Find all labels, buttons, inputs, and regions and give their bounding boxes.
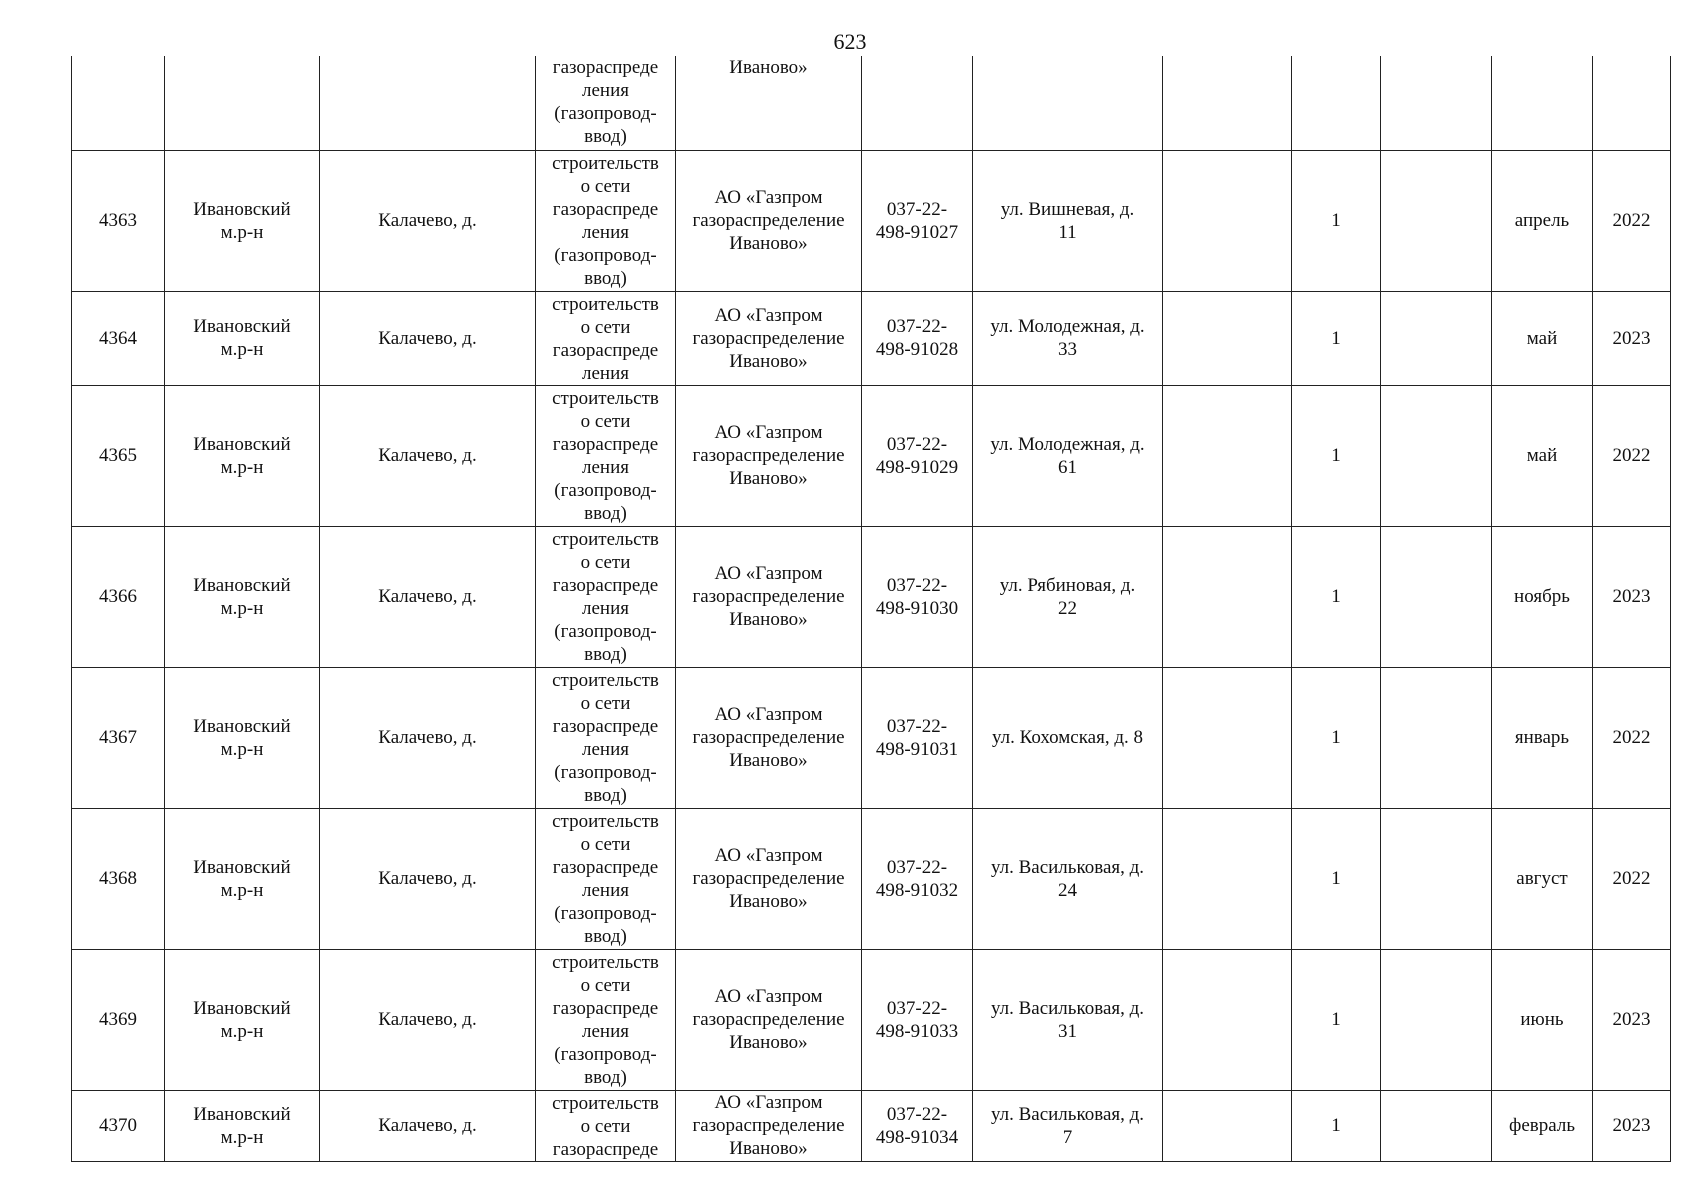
cell-code: [862, 667, 973, 808]
cell-locality: Калачево, д.: [320, 1090, 536, 1161]
cell-organization: [676, 667, 862, 808]
cell-number: [72, 56, 165, 150]
cell-col8: [1163, 949, 1292, 1090]
organization-line: АО «Газпром: [714, 422, 823, 443]
cell-quantity: [1292, 56, 1381, 150]
register-table: [71, 56, 1671, 1162]
cell-year: 2023: [1593, 949, 1671, 1090]
work-type-line: газораспреде: [552, 339, 659, 361]
organization-line: АО «Газпром: [714, 187, 823, 208]
organization-line: газораспределение: [692, 868, 845, 889]
cell-month: июнь: [1492, 949, 1593, 1090]
address-line: ул. Рябиновая, д.: [999, 574, 1136, 596]
cell-year: 2022: [1593, 667, 1671, 808]
address-line: 11: [1058, 221, 1077, 243]
work-type-line: ввод): [584, 126, 627, 147]
cell-organization: [676, 808, 862, 949]
work-type-line: газораспреде: [552, 1138, 659, 1160]
work-type-line: (газопровод-: [554, 1043, 657, 1065]
cell-year: 2022: [1593, 808, 1671, 949]
district-line: м.р-н: [220, 1126, 264, 1148]
organization-line: АО «Газпром: [714, 304, 823, 326]
cell-address: [973, 291, 1163, 385]
address-line: ул. Вишневая, д.: [1000, 198, 1135, 220]
cell-code: [862, 808, 973, 949]
cell-district: [165, 150, 320, 291]
address-line: ул. Кохомская, д. 8: [991, 727, 1144, 748]
cell-month: февраль: [1492, 1090, 1593, 1161]
work-type-line: газораспреде: [552, 715, 659, 737]
district-line: Ивановский: [193, 574, 291, 596]
cell-code: [862, 1090, 973, 1161]
organization-line: газораспределение: [692, 445, 845, 466]
cell-col8: [1163, 1090, 1292, 1161]
organization-line: АО «Газпром: [714, 563, 823, 584]
address-line: 61: [1058, 456, 1077, 478]
cell-col10: [1381, 291, 1492, 385]
work-type-line: ления: [582, 597, 629, 619]
cell-locality: Калачево, д.: [320, 949, 536, 1090]
organization-line: Иваново»: [729, 350, 808, 372]
district-line: Ивановский: [193, 1103, 291, 1125]
work-type-line: о сети: [580, 692, 631, 714]
code-line: 498-91027: [875, 221, 959, 243]
cell-district: [165, 808, 320, 949]
table-row: [72, 150, 1671, 291]
cell-quantity: 1: [1292, 385, 1381, 526]
address-line: ул. Васильковая, д.: [990, 856, 1145, 878]
work-type-line: ления: [582, 362, 629, 384]
cell-address: [973, 56, 1163, 150]
cell-month: май: [1492, 291, 1593, 385]
cell-address: [973, 667, 1163, 808]
cell-locality: Калачево, д.: [320, 150, 536, 291]
organization-line: АО «Газпром: [714, 986, 823, 1007]
work-type-line: ления: [582, 80, 629, 101]
work-type-line: о сети: [580, 551, 631, 573]
cell-col10: [1381, 526, 1492, 667]
code-line: 037-22-: [886, 715, 948, 737]
work-type-line: ления: [582, 456, 629, 478]
cell-year: 2023: [1593, 291, 1671, 385]
cell-quantity: 1: [1292, 291, 1381, 385]
cell-number: 4364: [72, 291, 165, 385]
cell-work-type: [536, 291, 676, 385]
cell-organization: [676, 385, 862, 526]
work-type-line: ввод): [584, 502, 627, 524]
cell-quantity: 1: [1292, 808, 1381, 949]
cell-work-type: [536, 56, 676, 150]
code-line: 498-91033: [875, 1020, 959, 1042]
code-line: 498-91029: [875, 456, 959, 478]
district-line: м.р-н: [220, 221, 264, 243]
work-type-line: строительств: [552, 951, 659, 973]
cell-work-type: [536, 808, 676, 949]
work-type-line: газораспреде: [552, 433, 659, 455]
cell-quantity: 1: [1292, 526, 1381, 667]
work-type-line: ления: [582, 1020, 629, 1042]
work-type-line: (газопровод-: [554, 479, 657, 501]
address-line: ул. Молодежная, д.: [990, 433, 1145, 455]
cell-address: [973, 1090, 1163, 1161]
cell-col8: [1163, 150, 1292, 291]
cell-quantity: 1: [1292, 667, 1381, 808]
cell-organization: [676, 1090, 862, 1161]
code-line: 037-22-: [886, 856, 948, 878]
address-line: ул. Васильковая, д.: [990, 997, 1145, 1019]
cell-col8: [1163, 526, 1292, 667]
cell-col10: [1381, 385, 1492, 526]
cell-number: 4366: [72, 526, 165, 667]
organization-line: Иваново»: [729, 750, 808, 771]
cell-locality: Калачево, д.: [320, 291, 536, 385]
cell-col10: [1381, 150, 1492, 291]
address-line: 7: [1062, 1126, 1073, 1148]
cell-col8: [1163, 667, 1292, 808]
cell-code: [862, 385, 973, 526]
cell-number: 4367: [72, 667, 165, 808]
work-type-line: строительств: [552, 293, 659, 315]
work-type-line: ввод): [584, 267, 627, 289]
cell-col8: [1163, 291, 1292, 385]
organization-line: Иваново»: [729, 609, 808, 630]
cell-locality: [320, 56, 536, 150]
work-type-line: ления: [582, 221, 629, 243]
table-row: [72, 808, 1671, 949]
cell-year: 2023: [1593, 1090, 1671, 1161]
cell-month: [1492, 56, 1593, 150]
cell-col8: [1163, 808, 1292, 949]
cell-organization: [676, 150, 862, 291]
cell-number: 4363: [72, 150, 165, 291]
cell-organization: [676, 291, 862, 385]
table-row: [72, 385, 1671, 526]
cell-organization: [676, 949, 862, 1090]
work-type-line: газораспреде: [552, 574, 659, 596]
cell-organization: [676, 56, 862, 150]
work-type-line: строительств: [552, 152, 659, 174]
district-line: м.р-н: [220, 1020, 264, 1042]
cell-code: [862, 56, 973, 150]
cell-month: январь: [1492, 667, 1593, 808]
work-type-line: строительств: [552, 1092, 659, 1114]
table-row: [72, 291, 1671, 385]
district-line: Ивановский: [193, 997, 291, 1019]
cell-col10: [1381, 667, 1492, 808]
cell-district: [165, 385, 320, 526]
organization-line: АО «Газпром: [714, 845, 823, 866]
page-number: 623: [833, 29, 867, 54]
code-line: 498-91034: [875, 1126, 959, 1148]
code-line: 498-91031: [875, 738, 959, 760]
table-row: [72, 949, 1671, 1090]
cell-year: 2022: [1593, 150, 1671, 291]
work-type-line: строительств: [552, 387, 659, 409]
district-line: м.р-н: [220, 879, 264, 901]
work-type-line: о сети: [580, 833, 631, 855]
work-type-line: газораспреде: [552, 856, 659, 878]
cell-district: [165, 526, 320, 667]
cell-col10: [1381, 949, 1492, 1090]
work-type-line: газораспреде: [552, 198, 659, 220]
cell-col8: [1163, 56, 1292, 150]
address-line: 22: [1058, 597, 1077, 619]
work-type-line: (газопровод-: [554, 103, 657, 124]
district-line: Ивановский: [193, 715, 291, 737]
cell-locality: Калачево, д.: [320, 526, 536, 667]
district-line: м.р-н: [220, 597, 264, 619]
organization-line: Иваново»: [729, 891, 808, 912]
work-type-line: строительств: [552, 528, 659, 550]
work-type-line: строительств: [552, 669, 659, 691]
work-type-line: ввод): [584, 1066, 627, 1088]
organization-line: газораспределение: [692, 727, 845, 748]
cell-work-type: [536, 1090, 676, 1161]
cell-col8: [1163, 385, 1292, 526]
organization-line: газораспределение: [692, 1009, 845, 1030]
work-type-line: о сети: [580, 974, 631, 996]
cell-year: 2023: [1593, 526, 1671, 667]
table-row: [72, 526, 1671, 667]
cell-month: ноябрь: [1492, 526, 1593, 667]
address-line: 31: [1058, 1020, 1077, 1042]
cell-district: [165, 291, 320, 385]
cell-locality: Калачево, д.: [320, 808, 536, 949]
organization-line: Иваново»: [729, 1138, 808, 1159]
cell-district: [165, 1090, 320, 1161]
code-line: 498-91032: [875, 879, 959, 901]
cell-district: [165, 949, 320, 1090]
organization-line: Иваново»: [729, 233, 808, 254]
work-type-line: ления: [582, 879, 629, 901]
work-type-line: (газопровод-: [554, 761, 657, 783]
work-type-line: о сети: [580, 175, 631, 197]
cell-year: 2022: [1593, 385, 1671, 526]
cell-code: [862, 949, 973, 1090]
address-line: 33: [1058, 339, 1077, 360]
cell-locality: Калачево, д.: [320, 667, 536, 808]
cell-district: [165, 56, 320, 150]
cell-address: [973, 385, 1163, 526]
cell-number: 4365: [72, 385, 165, 526]
work-type-line: о сети: [580, 410, 631, 432]
organization-line: газораспределение: [692, 1115, 845, 1136]
cell-quantity: 1: [1292, 150, 1381, 291]
cell-locality: Калачево, д.: [320, 385, 536, 526]
cell-month: май: [1492, 385, 1593, 526]
work-type-line: о сети: [580, 316, 631, 338]
cell-work-type: [536, 385, 676, 526]
cell-code: [862, 526, 973, 667]
code-line: 037-22-: [886, 1103, 948, 1125]
cell-code: [862, 150, 973, 291]
cell-work-type: [536, 667, 676, 808]
cell-work-type: [536, 526, 676, 667]
address-line: ул. Васильковая, д.: [990, 1103, 1145, 1125]
work-type-line: газораспреде: [552, 997, 659, 1019]
code-line: 037-22-: [886, 997, 948, 1019]
district-line: м.р-н: [220, 339, 264, 360]
organization-line: АО «Газпром: [714, 1092, 823, 1113]
table-row: [72, 1090, 1671, 1161]
address-line: ул. Молодежная, д.: [990, 316, 1145, 337]
code-line: 037-22-: [886, 316, 948, 337]
district-line: Ивановский: [193, 198, 291, 220]
work-type-line: ввод): [584, 643, 627, 665]
cell-organization: [676, 526, 862, 667]
address-line: 24: [1058, 879, 1077, 901]
work-type-line: строительств: [552, 810, 659, 832]
cell-quantity: 1: [1292, 949, 1381, 1090]
district-line: Ивановский: [193, 856, 291, 878]
organization-line: Иваново»: [729, 468, 808, 489]
cell-address: [973, 949, 1163, 1090]
cell-number: 4370: [72, 1090, 165, 1161]
code-line: 498-91028: [875, 339, 959, 360]
cell-address: [973, 808, 1163, 949]
work-type-line: ввод): [584, 925, 627, 947]
district-line: м.р-н: [220, 456, 264, 478]
cell-col10: [1381, 56, 1492, 150]
organization-line: газораспределение: [692, 327, 845, 349]
cell-col10: [1381, 808, 1492, 949]
work-type-line: (газопровод-: [554, 902, 657, 924]
work-type-line: ления: [582, 738, 629, 760]
cell-number: 4369: [72, 949, 165, 1090]
work-type-line: ввод): [584, 784, 627, 806]
cell-col10: [1381, 1090, 1492, 1161]
table-body: [72, 56, 1671, 1161]
organization-line: газораспределение: [692, 210, 845, 231]
cell-month: апрель: [1492, 150, 1593, 291]
cell-work-type: [536, 150, 676, 291]
table-row-continuation: [72, 56, 1671, 150]
code-line: 037-22-: [886, 574, 948, 596]
district-line: Ивановский: [193, 433, 291, 455]
work-type-line: (газопровод-: [554, 244, 657, 266]
cell-address: [973, 150, 1163, 291]
district-line: м.р-н: [220, 738, 264, 760]
district-line: Ивановский: [193, 316, 291, 337]
cell-number: 4368: [72, 808, 165, 949]
work-type-line: (газопровод-: [554, 620, 657, 642]
cell-year: [1593, 56, 1671, 150]
organization-line: АО «Газпром: [714, 704, 823, 725]
cell-quantity: 1: [1292, 1090, 1381, 1161]
work-type-line: о сети: [580, 1115, 631, 1137]
organization-line: газораспределение: [692, 586, 845, 607]
code-line: 037-22-: [886, 433, 948, 455]
code-line: 037-22-: [886, 198, 948, 220]
cell-work-type: [536, 949, 676, 1090]
cell-code: [862, 291, 973, 385]
cell-month: август: [1492, 808, 1593, 949]
cell-district: [165, 667, 320, 808]
work-type-line: газораспреде: [552, 57, 659, 78]
code-line: 498-91030: [875, 597, 959, 619]
organization-line: Иваново»: [729, 1032, 808, 1053]
cell-address: [973, 526, 1163, 667]
table-row: [72, 667, 1671, 808]
organization-line: Иваново»: [729, 57, 808, 78]
